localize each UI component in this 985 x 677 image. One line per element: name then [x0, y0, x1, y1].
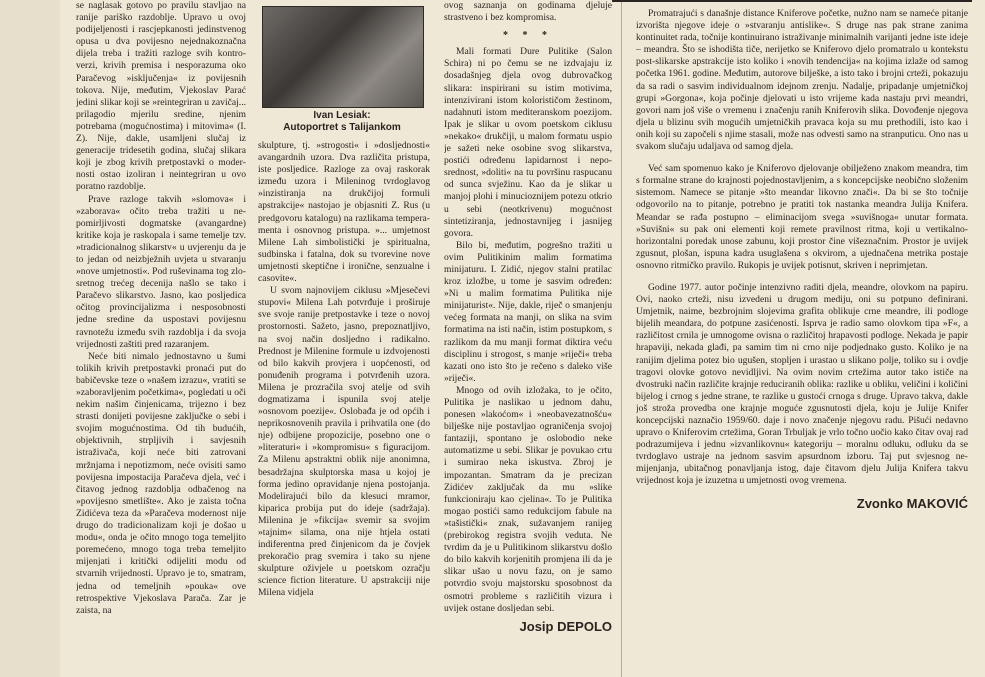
author-signature: Josip DEPOLO: [519, 618, 612, 634]
paragraph: Godine 1977. autor počinje intenzivno raditi djela, meandre, olovkom na papiru. Ovi, naoko crteži, nisu izvedeni u drugom mediju, oni su potpuno definirani. Umjetnik, naime, bezbrojnim slojevima grafita oblikuje crne meandre, ili podloge bijelih meandara, do potpune zasićenosti. Isprva je radio samo olovkom tipa »F«, a različitost crnila je umnogome ovisna o različitoj hrapavosti podloge. Nekada je papir hrapaviji, nekada glađi, pa samim tim ni crno nije podjednako gusto. Koliko je na ranijim djelima potez bio ugušen, stopljen i urastao u slikano polje, toliko su i ovdje tragovi olovke gotovo nevidljivi. Na ovim novim crtežima autor tako ističe na dvostruki način različite krajnje reduciranih oblika: razlike u obliku, veličini i količini bijelog i crnog s jedne strane, te razlike u gustoći crnoga s druge. Upravo takva, dakle još stroža provedba one krajnje moguće zgusnutosti djela, koju je Julije Knifer koncepcijski naznačio 1959/60. daje i novo značenje njegovu radu. Pišući nedavno upravo o Kniferovim crtežima, Goran Trbuljak je vrlo točno uočio kako čitav ovaj rad podrazumijeva i jednu »izvanlikovnu« kategoriju – moralnu odluku, odluku da se tvrdoglavo ustrajе na jednom sasvim apsurdnom izboru. Taj put svjesnog nemijenjanja, ubitačnog ponavljanja istog, daje čitavom djelu Julija Knifera takvu vrijednost koja je izuzetna u umjetnosti ovog vremena.: [636, 281, 968, 487]
page-margin: [0, 0, 60, 677]
paragraph: Već sam spomenuo kako je Kniferovo djelovanje obilježeno znakom meandra, tim s formalne strane do krajnosti pojednostavljenim, a s koncepcijske neobično složenim sistemom. Namece se pitanje »što meandar likovno znači«. Da bi se što točnije odgovorilo na to pitanje, potrebno je pratiti tok nastanka meandra Julija Knifera. Meandar se rađa postupno – eliminacijom svega »suvišnoga« unutar formata. »Suvišni« su pak oni elementi koji remete pravilnost ritma, koji u vertikalno-horizontalni poredak unose zabunu, koji prostor čine višeznačnim. Prostor je uvijek zgusnut, plošan, ispuna kadra usuglašena s okvirom, a ujednačena metrika postaje osnovno ritmičko pravilo. Rukopis je uvijek potisnut, skriven i neprimjetan.: [636, 163, 968, 271]
paragraph: Promatrajući s današnje distance Kniferove početke, nužno nam se nameće pitanje izvorišta njegove ideje o »stvaranju antislike«. S druge nas pak strane zanima kontinuitet rada, točnije kontinuirano istraživanje minimalnih varijanti jedne iste ideje – meandra. Što se ishodišta tiče, nerijetko se Kniferovo djelo promatralo u kontekstu post-slikarske apstrakcije isto koliko i »novih tendencija« na kojima izlaže od samog početka 1961. godine. Međutim, autorove bilješke, a isto tako i brojni crteži, pokazuju da sa radi o sasvim individualnom idejnom zrenju. Nadalje, pripadanje umjetničkoj grupi »Gorgona«, koja počinje djelovati u isto vrijeme kada nastaju prvi meandri, govori nam još više o vremenu i značenju ranih Kniferovih slika. Dovođenje njegova djela u blizinu svih mogućih umjetničkih pravaca koja su mu prethodili, isto kao i onih koji su započeli s njime stasali, može nas odvesti samo na stranputicu. Ono nas u svakom slučaju udaljava od samog djela.: [636, 8, 968, 153]
paragraph: se naglasak gotovo po pravilu stavljao na ranije pariško razdoblje. Upravo u ovoj podijeljenosti i rascjepkanosti jedinstvenog opusa u dva povijesno nejednakoznačna dijela treba i tražiti razloge svih kontroverzi, krivih premisa i nesporazuma oko Paračevog »isključenja« iz povijesnih tokova. Nije, međutim, Vjekoslav Parać jedini slikar koji se »reintegriran u zavičaj... prilagodio mjerilu sredine, njenim potrebama (mogućnostima) i mitovima« (I. Z). Nije, dakle, usamljeni slučaj iz generacije tridesetih godina, slučaj slikara koji je zbog krivih pretpostavki o modernosti ostao izoliran i neintegriran u ovo poratno razdoblje.: [76, 0, 246, 193]
paragraph: Bilo bi, međutim, pogrešno tražiti u ovim Pulitikinim malim formatima minijaturu. I. Zidić, njegov stalni pratilac kroz izložbe, u tome je sasvim određen: »Ni u malim formatima Pulitika nije minijaturist«. Nije, dakle, riječ o smanjenju većeg formata na manji, on slika na svim formatima na isti način, istim postupkom, s razlikom da mu manji format diktira veću disciplinu i strogost, s manje »riječi« treba kazati ono isto što je rečeno s daleko više »riječi«.: [444, 239, 612, 384]
column-divider: [621, 0, 622, 677]
article-column-1: [76, 0, 246, 677]
article-column-3: [444, 0, 612, 677]
photo-caption: [262, 110, 422, 134]
paragraph: Mali formati Dure Pulitike (Salon Schira) ni po čemu se ne izdvajaju iz dosadašnjeg djela ovog dubrovačkog slikara: inspirirani su istim motivima, intenzivirani istom kolorističom žestinom, nadahnuti istom mediteranskom poezijom. Ipak je slikar u ovom poetskom ciklusu »nekako« drukčiji, u malom formatu uspio je sažeti neke osobine svog slikarstva, postići određenu lapidarnost i neposrednost, »doliti« na tu površinu raspucanu od sunca svježinu. Kao da je slikar u manjoj plohi i minucioznijem potezu otkrio u sebi (neotkrivenu) mogućnost sintetiziranja, jednostavnijeg i jasnijeg govora.: [444, 46, 612, 239]
paragraph: Neće biti nimalo jednostavno u šumi tolikih krivih pretpostavki pronaći put do babičevske teze o »našem izrazu«, vratiti se »zaboravljenim početkima«, pogledati u oči nekim našim činjenicama, trijezno i bez strasti donijeti povijesne zaključke o sebi i svojim mogućnostima. Od tih budućih, objektivnih, strpljivih i savjesnih istraživača, koji neće biti zatrovani mržnjama i nepotizmom, neće ovisiti samo povijesna impostacija Paračeva djela, već i čitavog jednog razdoblja odbačenog na »povijesno smetlište«. Ako je zaista točna Zidićeva teza da »Paračeva modernost nije drugo do tradicionalizam koji je došao u modu«, onda je očito mnogo toga temeljito poremećeno, mnogo toga treba temeljito mijenjati i kritički odijeliti modu od stvarnih vrijednosti. Upravo je to, smatram, jedna od temeljnih »pouka« ove retrospektive Vjekoslava Parača. Zar je zaista, na: [76, 350, 246, 616]
section-separator: * * *: [503, 30, 553, 42]
paragraph: ovog saznanja on godinama djeluje strastveno i bez kompromisa.: [444, 0, 612, 24]
paragraph: Prave razloge takvih »slomova« i »zaborava« očito treba tražiti u nepomirljivosti dogmatske (avangardne) kritike koja je raskopala i same temelje tzv. »tradicionalnog slikarstv« u uvjerenju da je to jedan od neizbježnih uvjeta u stvaranju »nove umjetnosti«. Pod ruševinama tog zlosretnog trećeg decenija našlo se tako i Paračevo slikarstvo. Jasno, kao posljedica očitog provincijalizma i nesposobnosti jedne sredine da uspostavi povijesnu ravnotežu između svih razdoblja i da svoja vrijednosti zaštiti pred razaranjem.: [76, 193, 246, 350]
caption-title: Autoportret s Talijankom: [283, 122, 401, 133]
caption-author: Ivan Lesiak:: [313, 110, 371, 121]
author-signature: Zvonko MAKOVIĆ: [856, 495, 968, 511]
paragraph: U svom najnovijem ciklusu »Mjesečevi stupovi« Milena Lah potvrđuje i proširuje sve svoje ranije pretpostavke i teze o novoj prostornosti. Sažeto, jasno, prepoznatljivo, na svoj način dosljedno i radikalno. Prednost je Milenine formule u izdvojenosti od bilo kakvih provjera i uopćenosti, od ponuđenih programa i potvrđenih uzora. Milena je prozračila svoj atelje od svih dogmatizama i ispunila svoj atelje »osnovom poezije«. Oslobađa je od općih i neprikosnovenih pravila i prihvatila one (do nje) odbijene propozicije, posebno one o »literaturi« i »kompromisu« s figuracijom. Za Milenu apstraktni oblik nije anonimna, besadržajna skulptorska masa u kojoj je forma jedino opravidanje njena postojanja. Modelirajući bilo da klesuci mramor, kiparica probija put do ideje (sadržaja). Milenina je »fikcija« svemir sa svojim »tajnim« silama, ona nije htjela ostati indiferentna pred činjenicom da je čovjek prekoračio prag svemira i tako su njene skulpture oživjele u poetskom ozračju science fiction literature. U apstrakciji nije Milena vidjela: [258, 285, 430, 599]
article-column-4: [636, 0, 968, 677]
portrait-photo: [262, 6, 424, 108]
paragraph: skulpture, tj. »strogosti« i »dosljednosti« avangardnih uzora. Dva različita pristupa, iste posljedice. Razloge za ovaj raskorak između uzora i Mileninog tvrdoglavog »inzistiranja na drukčijoj formuli apstrakcije« nastojao je objasniti Z. Rus (u predgovoru katalogu) na razlikama temperamenta i osnovnog pristupa. »... umjetnost Milene Lah simbolistički je spiritualna, sudbinska i fatalna, dok su tvorevine nove umjetnosti skeptične i ironične, senzualne i casovite«.: [258, 140, 430, 285]
paragraph: Mnogo od ovih izložaka, to je očito, Pulitika je naslikao u jednom dahu, ponesen »lakoćom« i »neobavezatnošću« bilješke nije postavljao ograničenja svojoj fantaziji, spontano je oslobodio neke automatizme u sebi. Slikar je povukao crtu i sumirao neka iskustva. Zbroj je impozantan. Smatram da je precizan Zidićev zaključak da mu »slike funkcioniraju kao cjelina«. To je Pulitika mogao postići samo redukcijom fabule na »tašistički« znak, sužavanjem ranijeg (prebirokog registra svojih veduta. Ne tvrdim da je u Pulitikinom slikarstvu došlo do bilo kakvih korjenitih promjena ili da je slikar ušao u novu fazu, on je samo potvrdio svoju majstorsku sposobnost da osmotri probleme s različitih vizura i uvijek ostane dosljedan sebi.: [444, 384, 612, 614]
article-column-2: [258, 140, 430, 677]
